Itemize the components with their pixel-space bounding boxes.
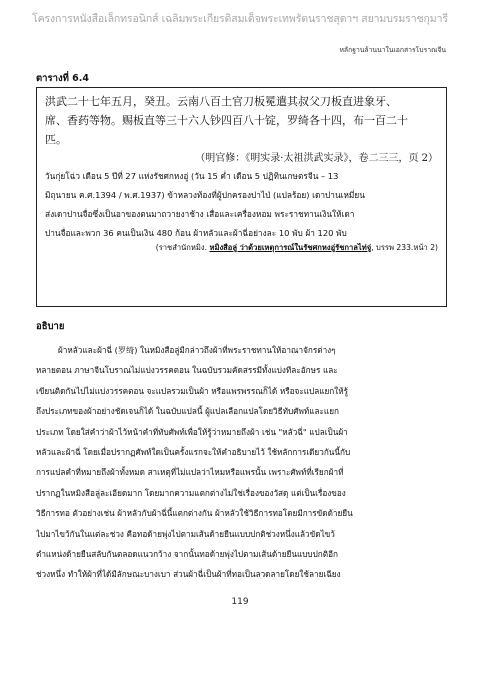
running-title: หลักฐานล้านนาในเอกสารโบราณจีน (339, 46, 446, 54)
translation-line: มิถุนายน ค.ศ.1394 / พ.ศ.1937) ข้าหลวงท้องที่ผู้ปกครองปาไป่ (แปลร้อย) เดาปานเหมี่ยน (45, 190, 365, 200)
translation-line: ส่งเดาปานจื่อซึ่งเป็นอาของตนมาถวายงาช้าง เสื่อและเครื่องหอม พระราชทานเงินให้เดา (45, 209, 355, 219)
paragraph-line: ตำแหน่งด้ายยืนสลับกันตลอดแนวกว้าง จากนั้นทอด้ายพุ่งไปตามเส้นด้ายยืนแบบปกติอีก (36, 549, 338, 560)
chinese-line: 席、香药等物。赐板直等三十六人钞四百八十锭，罗绮各十四，布一百二十 (45, 114, 408, 127)
chinese-original-text (45, 92, 441, 149)
paragraph-line: ปรากฏในหมิงสือลู่ละเอียดมาก โดยมากความแตกต่างไม่ใช่เรื่องของวัสดุ แต่เป็นเรื่องของ (36, 487, 346, 498)
table-source-citation (156, 242, 438, 254)
paragraph-line: ช่วงหนึ่ง ทำให้ผ้าที่ได้มีลักษณะบางเบา ส่วนผ้าฉี่เป็นผ้าที่ทอเป็นลวดลายโดยใช้ลายเฉียง (36, 569, 341, 580)
translation-line: วันกุ่ยโฉ่ว เดือน 5 ปีที่ 27 แห่งรัชศกหงอู่ (วัน 15 ค่ำ เดือน 5 ปฏิทินเกษตรจีน – 13 (45, 171, 339, 181)
page-number: 119 (231, 597, 249, 607)
explanation-paragraph (36, 340, 447, 585)
paragraph-line: ประเภท โดยใส่คำว่าผ้าไว้หน้าคำที่ทับศัพท์เพื่อให้รู้ว่าหมายถึงผ้า เช่น "หลัวฉี่" แปลเป็นผ้า (36, 426, 348, 437)
paragraph-line: วิธีการทอ ตัวอย่างเช่น ผ้าหลัวกับผ้าฉี่นี้แตกต่างกัน ผ้าหลัวใช้วิธีการทอโดยมีการขัดด้ายยืน (36, 508, 353, 519)
paragraph-line: หลายตอน ภาษาจีนโบราณไม่แบ่งวรรคตอน ในฉบับรวมคัดสรรมีทั้งแบ่งทีละอักษร และ (36, 365, 338, 376)
paragraph-line: ถึงประเภทของผ้าอย่างชัดเจนก็ได้ ในฉบับแปลนี้ ผู้แปลเลือกแปลโดยวิธีทับศัพท์และแยก (36, 406, 339, 417)
paragraph-line: หลัวและผ้าฉี่ โดยเมื่อปรากฏศัพท์ใดเป็นครั้งแรกจะให้คำอธิบายไว้ ใช้หลักการเดียวกันนี้กับ (36, 447, 351, 458)
table-label: ตารางที่ 6.4 (36, 73, 89, 84)
source-title: หมิงสือลู่ ว่าด้วยเหตุการณ์ในรัชศกหงอู่รัชกาลไท่จู่ (209, 243, 372, 252)
source-prefix: (ราชสำนักหมิง. (155, 243, 208, 252)
ebook-project-header: โครงการหนังสือเล็กทรอนิกส์ เฉลิมพระเกียรติสมเด็จพระเทพรัตนราชสุดาฯ สยามบรมราชกุมารี (32, 13, 448, 25)
source-suffix: , บรรพ 233.หน้า 2) (371, 243, 438, 252)
translation-line: ปานจื่อและพวก 36 คนเป็นเงิน 480 ก้อน ผ้าหลัวและผ้าฉี่อย่างละ 10 พับ ผ้า 120 พับ (45, 228, 347, 238)
section-heading: อธิบาย (36, 321, 65, 332)
paragraph-line: ผ้าหลัวและผ้าฉี่ (罗绮) ในหมิงสือลู่มีกล่าวถึงผ้าที่พระราชทานให้อาณาจักรต่างๆ (58, 345, 336, 355)
source-text-table (36, 87, 447, 307)
paragraph-line: เขียนติดกันไปไม่แบ่งวรรคตอน จะแปลรวมเป็นผ้า หรือแพรพรรณก็ได้ หรือจะแปลแยกให้รู้ (36, 385, 349, 396)
chinese-citation: （明官修：《明实录·太祖洪武实录》，卷二三三，页 2） (195, 153, 438, 164)
chinese-line: 匹。 (45, 133, 67, 146)
chinese-line: 洪武二十七年五月，癸丑。云南八百土官刀板冕遣其叔父刀板直进象牙、 (45, 95, 397, 108)
thai-translation (45, 167, 441, 243)
paragraph-line: ไปมาไขว้กันในแต่ละช่วง คือทอด้ายพุ่งไปตามเส้นด้ายยืนแบบปกติช่วงหนึ่งแล้วขัดไขว้ (36, 528, 335, 539)
paragraph-line: การแปลคำที่หมายถึงผ้าทั้งหมด สาเหตุที่ไม่แปลว่าไหมหรือแพรนั้น เพราะศัพท์ที่เรียกผ้าที่ (36, 467, 344, 478)
